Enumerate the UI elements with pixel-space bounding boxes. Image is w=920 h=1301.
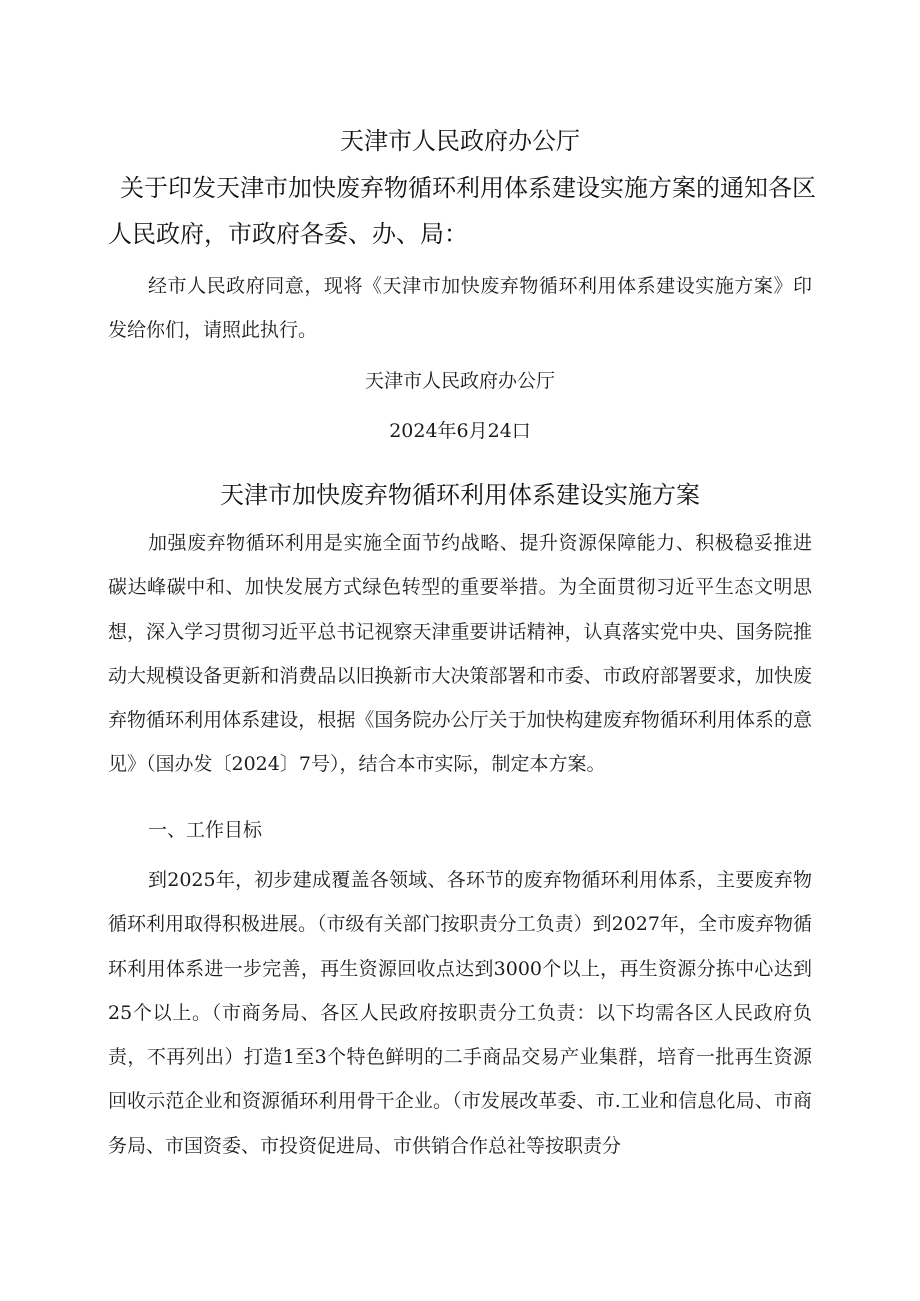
document-title-line-3: 人民政府，市政府各委、办、局： xyxy=(108,220,468,248)
signature-organization: 天津市人民政府办公厅 xyxy=(364,370,555,392)
plan-title: 天津市加快废弃物循环利用体系建设实施方案 xyxy=(220,481,700,509)
notice-paragraph: 经市人民政府同意，现将《天津市加快废弃物循环利用体系建设实施方案》印发给你们，请照此执行。 xyxy=(108,275,812,342)
document-title-line-1: 天津市人民政府办公厅 xyxy=(340,127,580,155)
work-goals-paragraph: 到2025年，初步建成覆盖各领域、各环节的废弃物循环利用体系，主要废弃物循环利用取得积极进展。（市级有关部门按职责分工负责）到2027年，全市废弃物循环利用体系进一步完善，再生资源回收点达到3000个以上，再生资源分拣中心达到25个以上。（市商务局、各区人民政府按职责分工负责：以下均需各区人民政府负责，不再列出）打造1至3个特色鲜明的二手商品交易产业集群，培育一批再生资源回收示范企业和资源循环利用骨干企业。（市发展改革委、市.工业和信息化局、市商务局、市国资委、市投资促进局、市供销合作总社等按职责分 xyxy=(108,869,812,1157)
section-heading-work-goals: 一、工作目标 xyxy=(148,819,263,841)
signature-date: 2024年6月24口 xyxy=(389,420,531,442)
document-title-line-2: 关于印发天津市加快废弃物循环利用体系建设实施方案的通知各区 xyxy=(120,174,816,202)
intro-paragraph: 加强废弃物循环利用是实施全面节约战略、提升资源保障能力、积极稳妥推进碳达峰碳中和、加快发展方式绿色转型的重要举措。为全面贯彻习近平生态文明思想，深入学习贯彻习近平总书记视察天津重要讲话精神，认真落实党中央、国务院推动大规模设备更新和消费品以旧换新市大决策部署和市委、市政府部署要求，加快废弃物循环利用体系建设，根据《国务院办公厅关于加快构建废弃物循环利用体系的意见》（国办发〔2024〕7号），结合本市实际，制定本方案。 xyxy=(108,532,812,776)
